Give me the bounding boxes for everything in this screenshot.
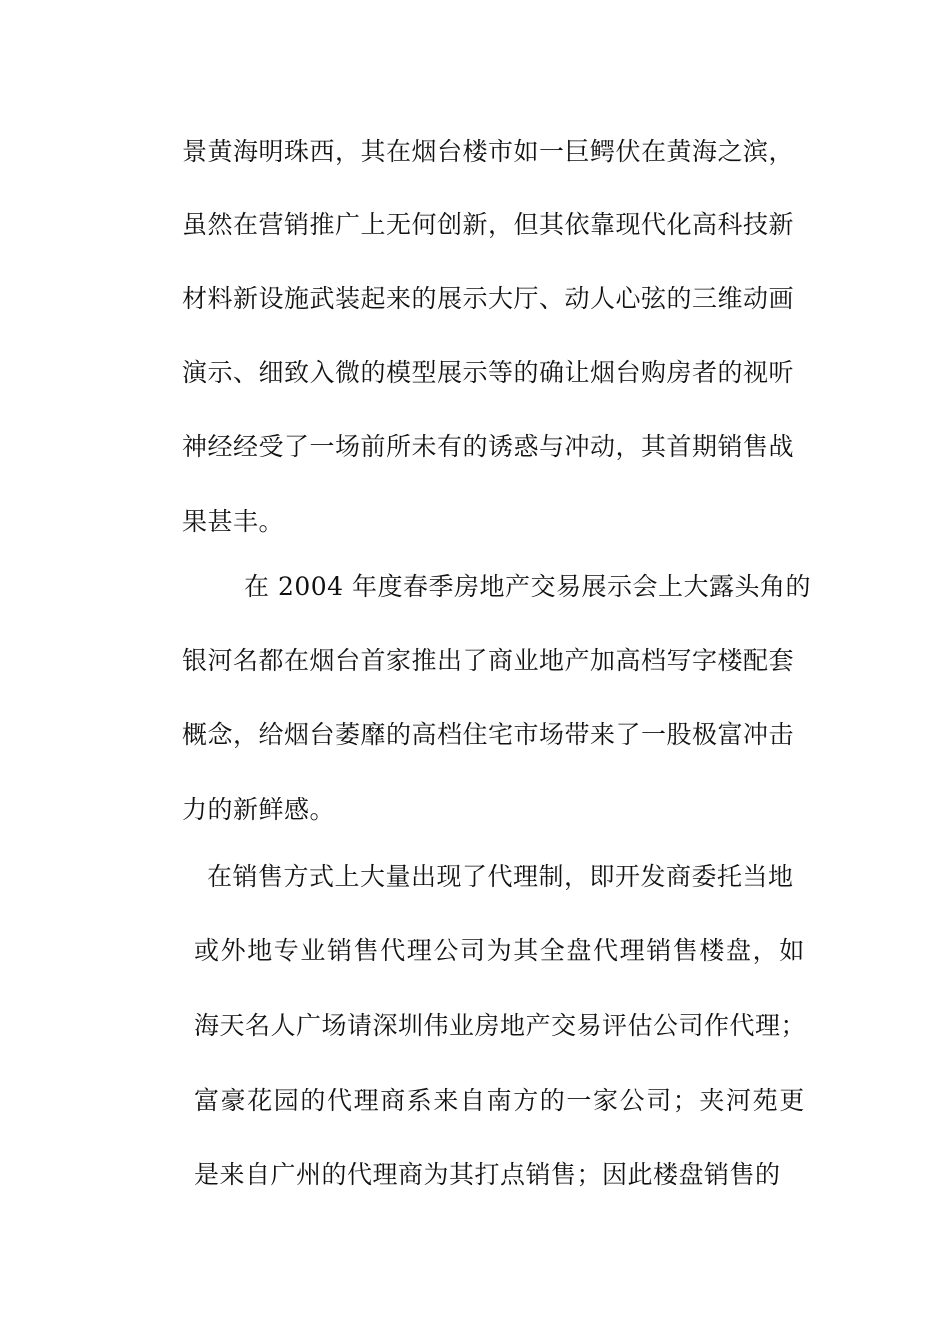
paragraph-1-line-5: 神经经受了一场前所未有的诱惑与冲动，其首期销售战 [182, 432, 795, 461]
paragraph-2-line-3: 概念，给烟台萎靡的高档住宅市场带来了一股极富冲击 [182, 720, 795, 749]
paragraph-3-line-3: 海天名人广场请深圳伟业房地产交易评估公司作代理； [194, 1011, 807, 1040]
paragraph-3-line-1: 在销售方式上大量出现了代理制，即开发商委托当地 [207, 862, 794, 891]
paragraph-3-line-2: 或外地专业销售代理公司为其全盘代理销售楼盘，如 [194, 936, 806, 965]
paragraph-1-line-4: 演示、细致入微的模型展示等的确让烟台购房者的视听 [182, 358, 795, 387]
paragraph-3-line-5: 是来自广州的代理商为其打点销售；因此楼盘销售的 [194, 1160, 781, 1189]
paragraph-2-line-2: 银河名都在烟台首家推出了商业地产加高档写字楼配套 [182, 646, 795, 675]
paragraph-2-line-1: 在 2004 年度春季房地产交易展示会上大露头角的 [244, 572, 812, 601]
paragraph-1-line-1: 景黄海明珠西，其在烟台楼市如一巨鳄伏在黄海之滨， [182, 137, 795, 166]
paragraph-1-line-6: 果甚丰。 [182, 507, 285, 536]
paragraph-1-line-3: 材料新设施武装起来的展示大厅、动人心弦的三维动画 [182, 284, 795, 313]
paragraph-3-line-4: 富豪花园的代理商系来自南方的一家公司；夹河苑更 [194, 1086, 806, 1115]
paragraph-2-line-4: 力的新鲜感。 [182, 795, 336, 824]
paragraph-1-line-2: 虽然在营销推广上无何创新，但其依靠现代化高科技新 [182, 210, 795, 239]
